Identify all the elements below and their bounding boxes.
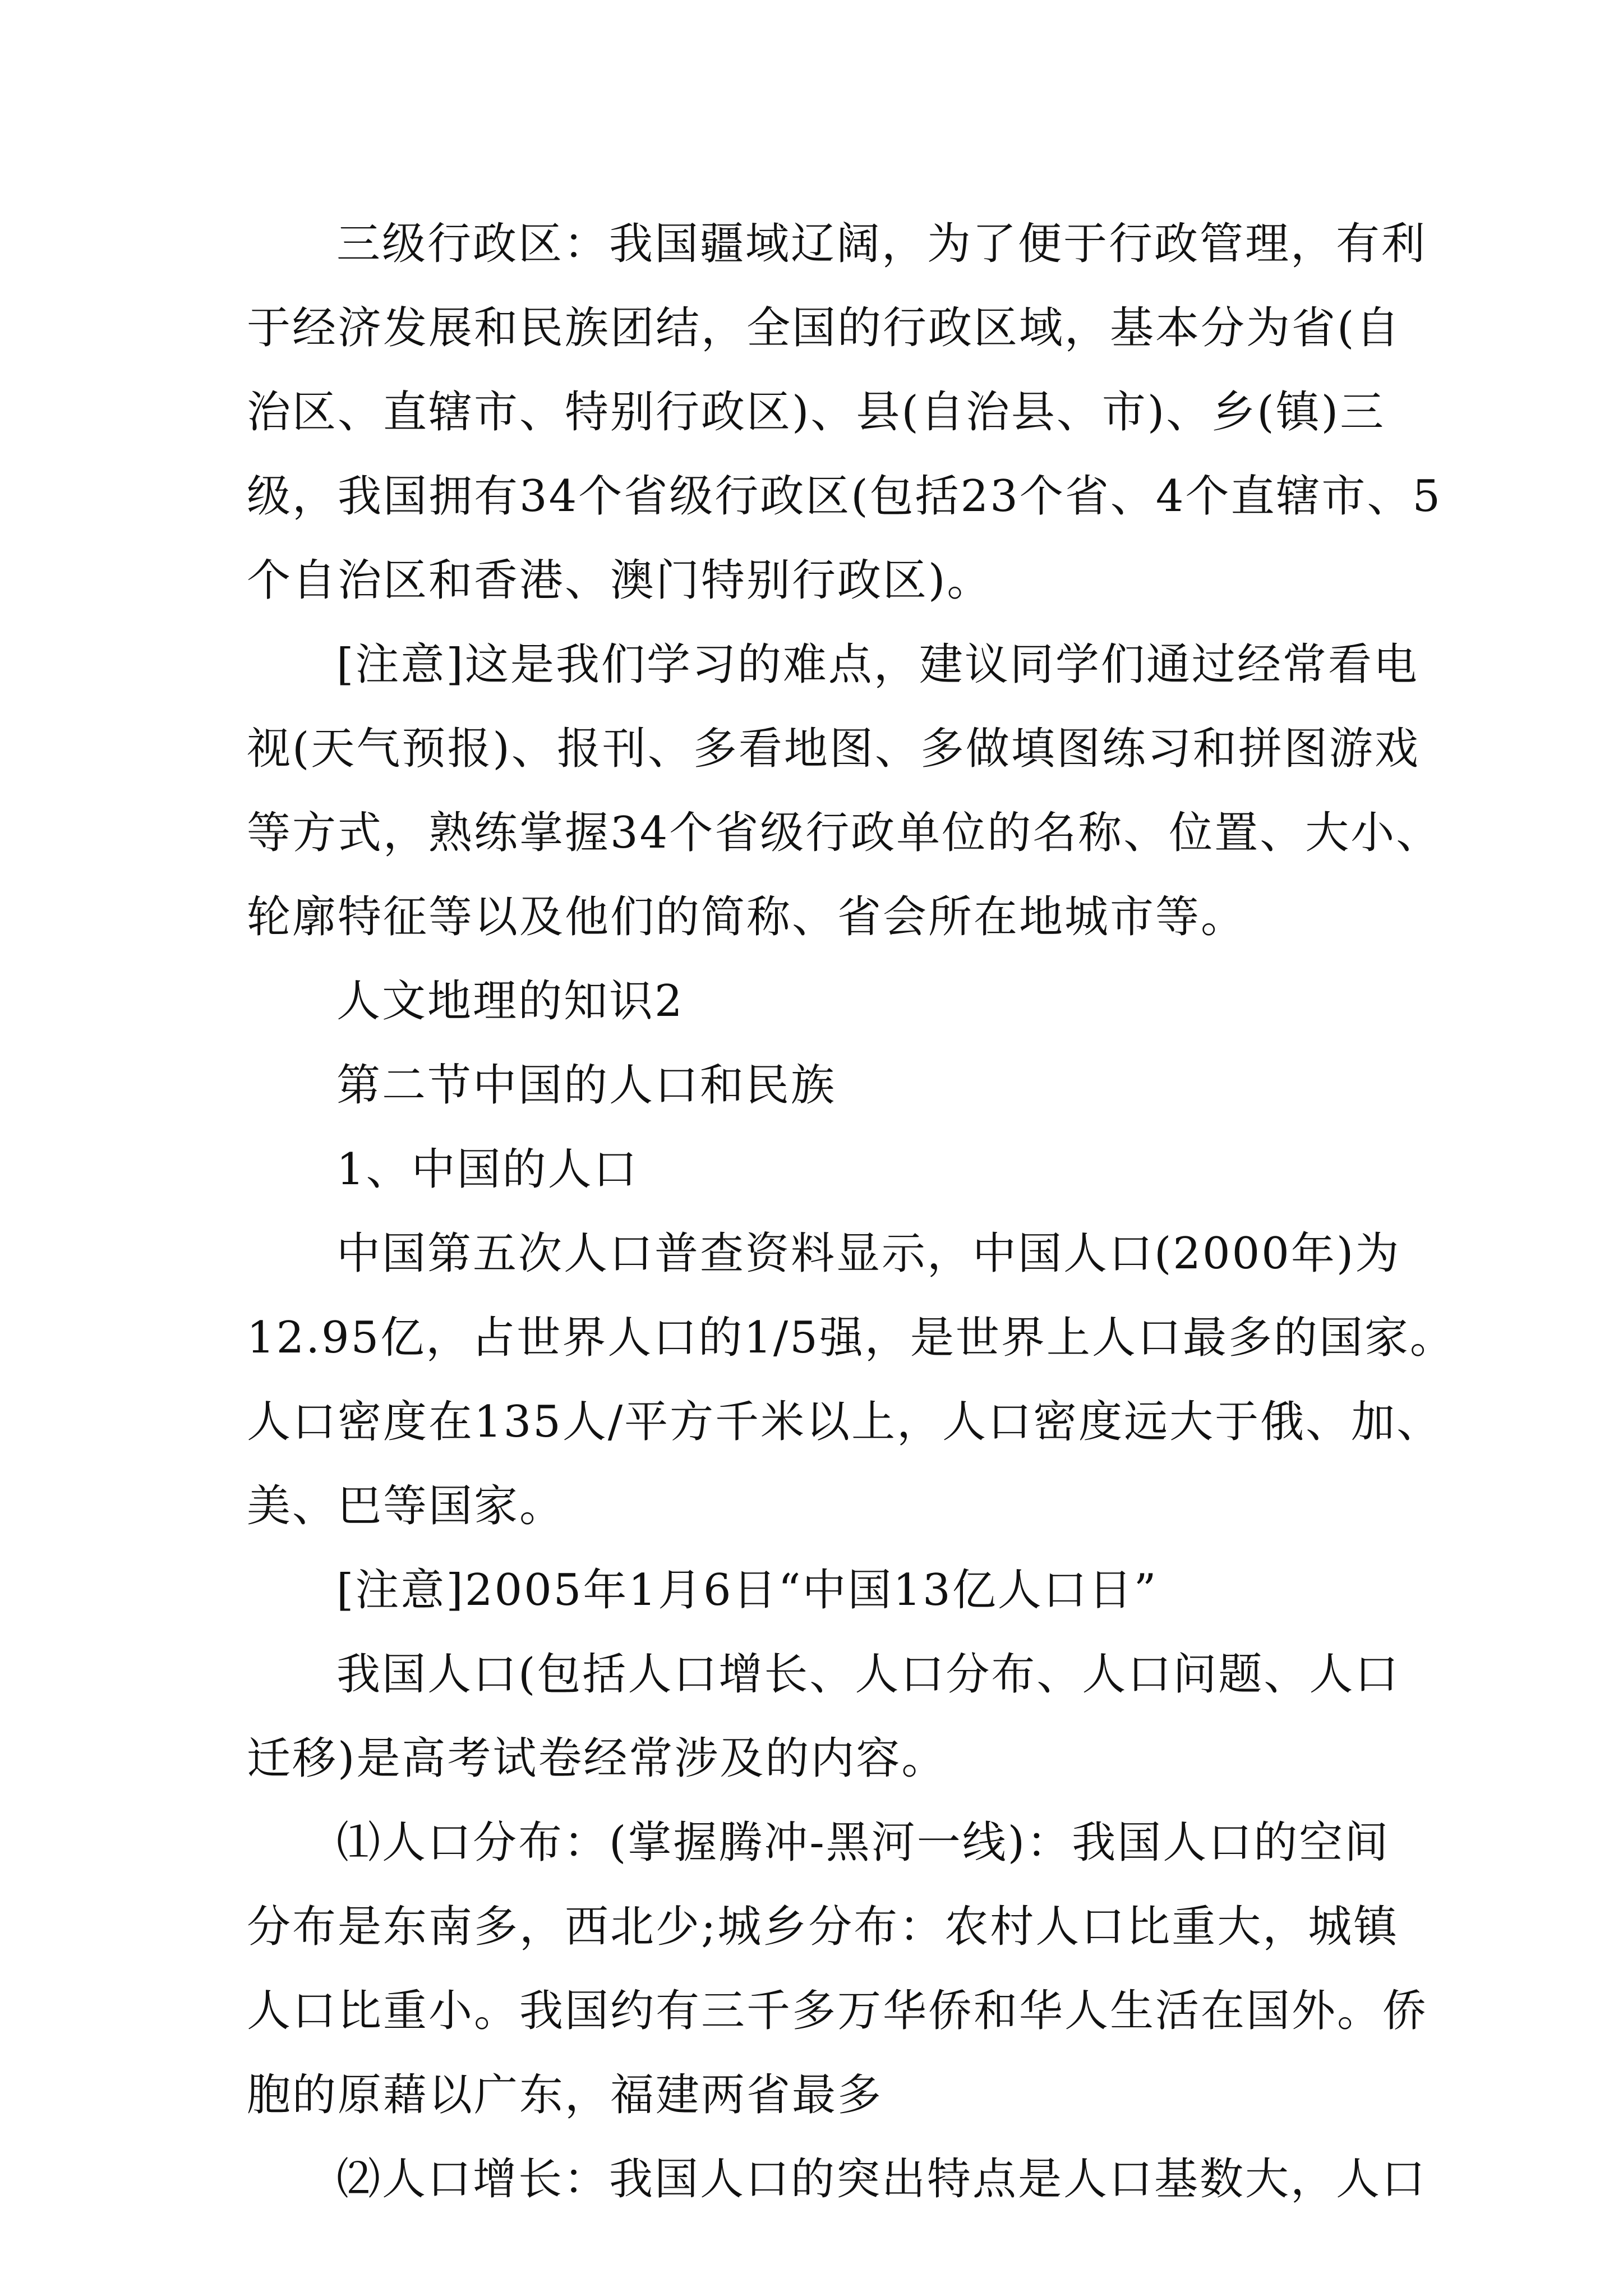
paragraph-line: 级，我国拥有34个省级行政区(包括23个省、4个直辖市、5 [247,471,1442,522]
paragraph-line: 人口比重小。我国约有三千多万华侨和华人生活在国外。侨 [247,1986,1428,2036]
section-heading: 人文地理的知识2 [336,976,684,1027]
paragraph-line: 视(天气预报)、报刊、多看地图、多做填图练习和拼图游戏 [247,724,1420,774]
paragraph-line: 等方式，熟练掌握34个省级行政单位的名称、位置、大小、 [247,808,1442,858]
paragraph-line: 胞的原藉以广东，福建两省最多 [247,2070,883,2120]
paragraph-line: ⑴人口分布：(掌握腾冲-黑河一线)：我国人口的空间 [336,1818,1390,1868]
paragraph-line: ⑵人口增长：我国人口的突出特点是人口基数大，人口 [336,2154,1427,2205]
note-line: [注意]2005年1月6日“中国13亿人口日” [336,1565,1158,1616]
paragraph-line: 三级行政区：我国疆域辽阔，为了便于行政管理，有利 [336,219,1427,269]
paragraph-line: 12.95亿，占世界人口的1/5强，是世界上人口最多的国家。 [247,1313,1455,1363]
paragraph-line: [注意]这是我们学习的难点，建议同学们通过经常看电 [336,639,1419,690]
paragraph-line: 人口密度在135人/平方千米以上，人口密度远大于俄、加、 [247,1397,1442,1447]
section-heading: 第二节中国的人口和民族 [336,1060,837,1111]
paragraph-line: 个自治区和香港、澳门特别行政区)。 [247,555,993,606]
paragraph-line: 中国第五次人口普查资料显示，中国人口(2000年)为 [336,1228,1401,1279]
paragraph-line: 我国人口(包括人口增长、人口分布、人口问题、人口 [336,1649,1400,1700]
paragraph-line: 治区、直辖市、特别行政区)、县(自治县、市)、乡(镇)三 [247,387,1386,438]
paragraph-line: 美、巴等国家。 [247,1481,565,1531]
paragraph-line: 轮廓特征等以及他们的简称、省会所在地城市等。 [247,892,1247,942]
paragraph-line: 于经济发展和民族团结，全国的行政区域，基本分为省(自 [247,303,1401,353]
paragraph-line: 分布是东南多，西北少;城乡分布：农村人口比重大，城镇 [247,1902,1399,1952]
paragraph-line: 迁移)是高考试卷经常涉及的内容。 [247,1733,947,1784]
section-heading: 1、中国的人口 [336,1144,639,1195]
